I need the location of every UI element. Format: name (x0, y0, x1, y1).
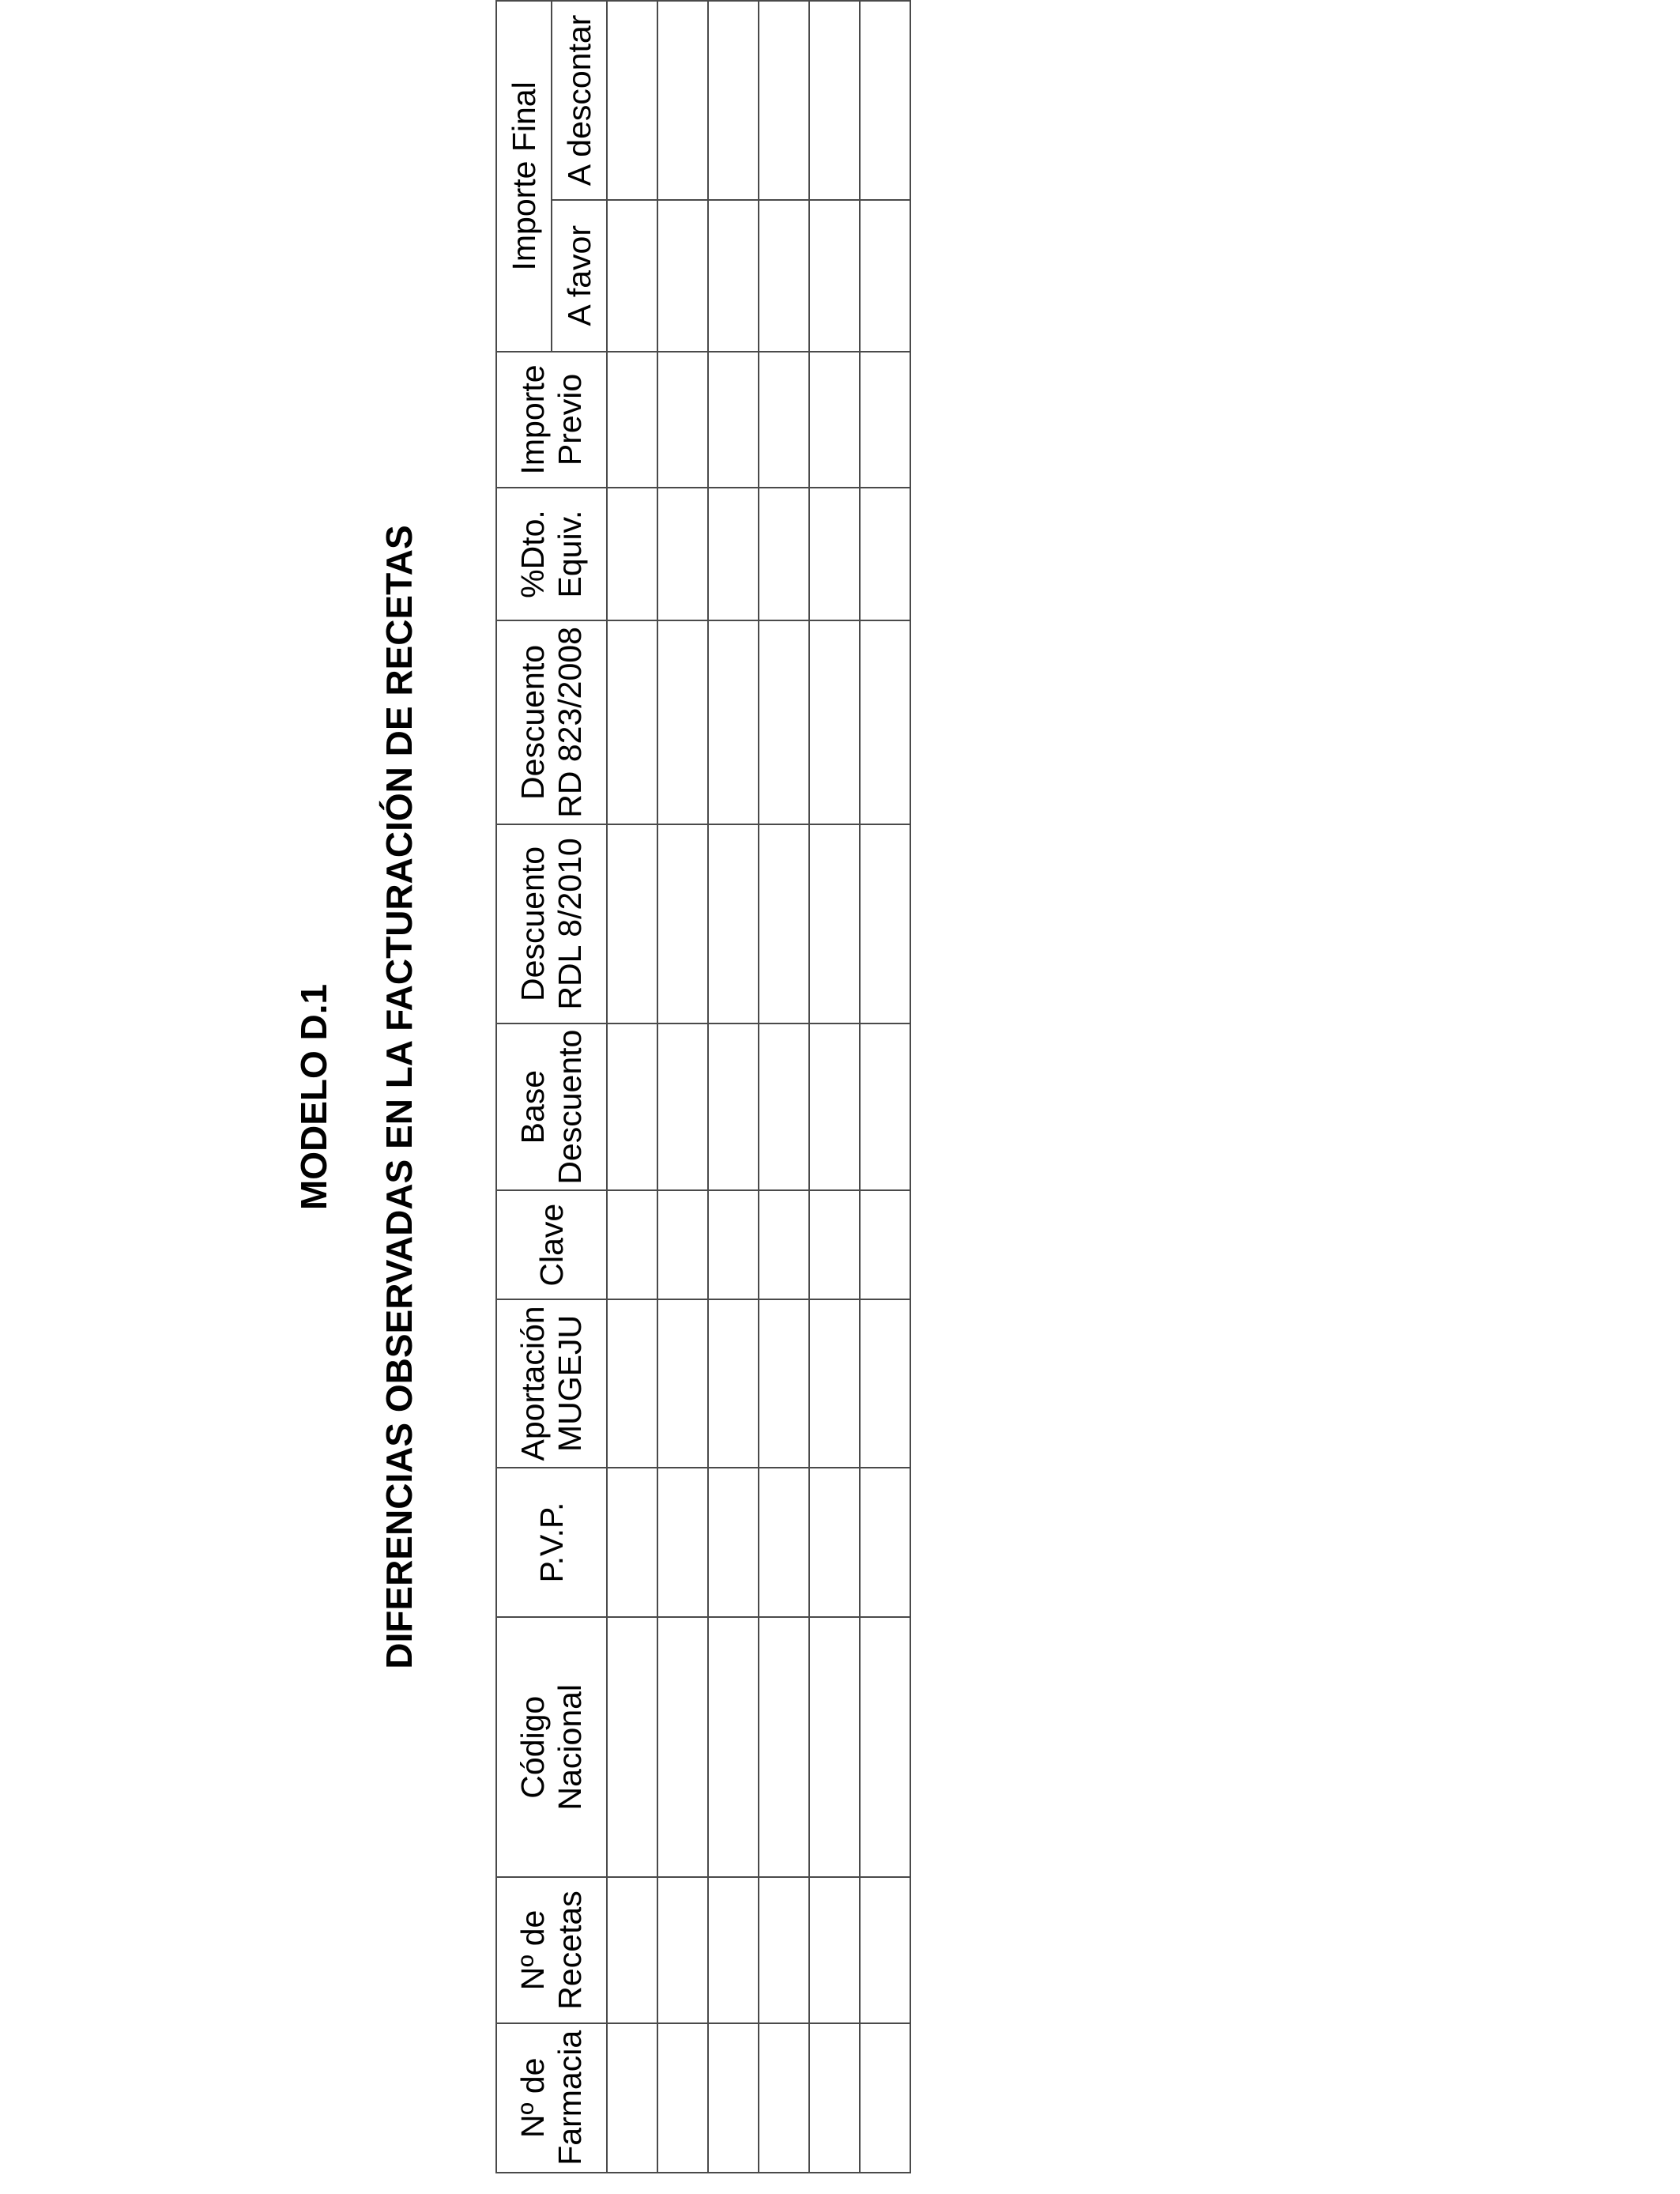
table-row (809, 1, 860, 2173)
table-cell (809, 352, 860, 488)
table-cell (759, 824, 809, 1023)
table-cell (708, 1468, 759, 1617)
table-cell (860, 200, 910, 352)
header-cell-pvp: P.V.P. (496, 1468, 607, 1617)
table-cell (860, 1877, 910, 2022)
table-cell (860, 488, 910, 620)
header-cell-recetas: Nº de Recetas (496, 1877, 607, 2022)
table-cell (657, 1877, 708, 2022)
table-cell (607, 352, 657, 488)
table-cell (809, 1468, 860, 1617)
table-cell (809, 1299, 860, 1468)
table-cell (759, 1190, 809, 1299)
table-cell (759, 2023, 809, 2173)
table-cell (708, 1, 759, 200)
table-cell (708, 1023, 759, 1190)
table-cell (809, 1190, 860, 1299)
table-cell (607, 1468, 657, 1617)
table-row (607, 1, 657, 2173)
model-title: MODELO D.1 (293, 983, 334, 1211)
table-row (657, 1, 708, 2173)
table-row (860, 1, 910, 2173)
table-cell (809, 1, 860, 200)
table-cell (607, 1023, 657, 1190)
header-cell-importe-previo: Importe Previo (496, 352, 607, 488)
header-cell-importe-final: Importe Final (496, 1, 552, 352)
table-cell (860, 1023, 910, 1190)
table-cell (759, 1, 809, 200)
table-cell (860, 1190, 910, 1299)
table-cell (657, 824, 708, 1023)
table-cell (759, 1617, 809, 1877)
table-cell (607, 1299, 657, 1468)
table-cell (708, 488, 759, 620)
table-cell (809, 488, 860, 620)
table-cell (759, 620, 809, 824)
table-cell (809, 1023, 860, 1190)
table-cell (607, 2023, 657, 2173)
table-cell (657, 1023, 708, 1190)
table-row (759, 1, 809, 2173)
table-cell (607, 1190, 657, 1299)
header-row (496, 1, 552, 2173)
table-cell (657, 200, 708, 352)
table-cell (708, 1877, 759, 2022)
table-cell (657, 1190, 708, 1299)
table-cell (759, 1877, 809, 2022)
table-cell (809, 1877, 860, 2022)
table-cell (657, 2023, 708, 2173)
table-cell (809, 200, 860, 352)
header-cell-a-descontar: A descontar (552, 1, 607, 200)
table-cell (657, 1, 708, 200)
table-cell (657, 1617, 708, 1877)
table-cell (607, 1, 657, 200)
table-cell (759, 352, 809, 488)
header-cell-farmacia: Nº de Farmacia (496, 2023, 607, 2173)
table-cell (809, 2023, 860, 2173)
table-cell (607, 1617, 657, 1877)
header-cell-base-descuento: Base Descuento (496, 1023, 607, 1190)
table-cell (708, 1299, 759, 1468)
table-cell (809, 1617, 860, 1877)
header-cell-descuento-rdl: Descuento RDL 8/2010 (496, 824, 607, 1023)
table-cell (759, 200, 809, 352)
table-cell (809, 824, 860, 1023)
header-cell-clave: Clave (496, 1190, 607, 1299)
table-cell (860, 824, 910, 1023)
table-cell (759, 1468, 809, 1617)
table-cell (708, 824, 759, 1023)
table-cell (860, 1299, 910, 1468)
header-cell-dto-equiv: %Dto. Equiv. (496, 488, 607, 620)
header-cell-codigo-nacional: Código Nacional (496, 1617, 607, 1877)
table-cell (657, 1299, 708, 1468)
table-cell (657, 1468, 708, 1617)
table-cell (759, 1023, 809, 1190)
table-body (607, 1, 910, 2173)
table-cell (759, 1299, 809, 1468)
table-cell (607, 488, 657, 620)
document-title: DIFERENCIAS OBSERVADAS EN LA FACTURACIÓN DE RECETAS (379, 525, 420, 1669)
header-cell-descuento-rd: Descuento RD 823/2008 (496, 620, 607, 824)
table-cell (607, 824, 657, 1023)
table-cell (708, 620, 759, 824)
table-cell (759, 488, 809, 620)
table-cell (708, 352, 759, 488)
table-cell (708, 1617, 759, 1877)
table-row (708, 1, 759, 2173)
table-cell (860, 1, 910, 200)
table-cell (607, 200, 657, 352)
prescription-differences-table (495, 0, 911, 2173)
table-cell (607, 620, 657, 824)
table-cell (657, 488, 708, 620)
table-cell (860, 352, 910, 488)
table-cell (708, 1190, 759, 1299)
table-cell (607, 1877, 657, 2022)
table-cell (657, 352, 708, 488)
table-cell (860, 620, 910, 824)
table-cell (809, 620, 860, 824)
header-cell-aportacion: Aportación MUGEJU (496, 1299, 607, 1468)
table-cell (860, 2023, 910, 2173)
table-cell (708, 200, 759, 352)
header-cell-a-favor: A favor (552, 200, 607, 352)
table-cell (708, 2023, 759, 2173)
table-cell (657, 620, 708, 824)
table-cell (860, 1468, 910, 1617)
table-cell (860, 1617, 910, 1877)
